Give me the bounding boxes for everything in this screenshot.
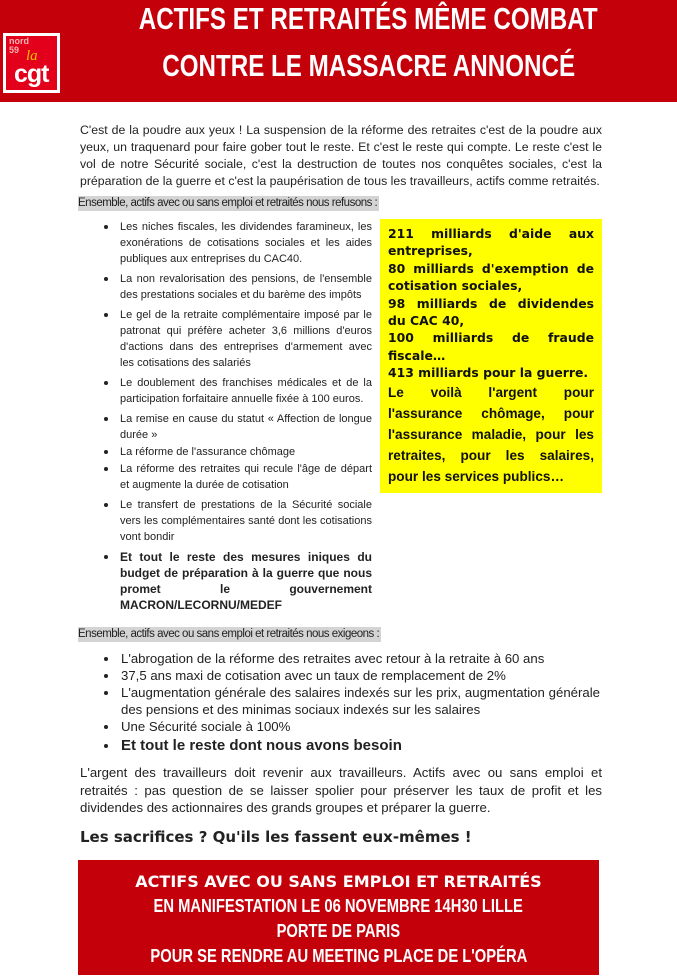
intro-line: traquenard pour faire gober tout le reste. Et c'est le reste qui compte. Le reste c'est le vol de notre Sécurité [80,140,602,171]
list-item: La réforme des retraites qui recule l'âge de départ et augmente la durée de cotisation [100,461,372,493]
list-item: L'augmentation générale des salaires indexés sur les prix, augmentation générale des pensions et des minimas sociaux indexés sur les salaires [100,684,600,718]
figure-line: 80 milliards d'exemption de cotisation sociales, [388,260,594,294]
intro-line: sociale, c'est la destruction de toutes nos conquêtes sociales, c'est la préparation de la guerre et c'est la [80,157,603,188]
refusons-heading: Ensemble, actifs avec ou sans emploi et retraités nous refusons : [78,197,378,209]
intro-line: C'est de la poudre aux yeux ! La suspension de la réforme des retraites c'est de la poudre aux yeux, un [80,123,602,154]
list-item: Le doublement des franchises médicales et de la participation forfaitaire annuelle fixée à 100 euros. [100,375,372,407]
intro-line: paupérisation de tous les travailleurs, actifs comme retraités. [269,174,600,188]
list-item: La réforme de l'assurance chômage [100,444,372,460]
slogan: Les sacrifices ? Qu'ils les fassent eux-mêmes ! [80,827,472,846]
list-item: L'abrogation de la réforme des retraites avec retour à la retraite à 60 ans [100,650,600,667]
list-item: La non revalorisation des pensions, de l'ensemble des prestations sociales et du barème des impôts [100,271,372,303]
cgt-logo [3,33,60,93]
exigeons-list [100,650,600,756]
list-item: La remise en cause du statut « Affection de longue durée » [100,411,372,443]
figures-conclusion: Le voilà l'argent pour l'assurance chômage, pour l'assurance maladie, pour les retraites, pour les salaires, pour les services publics… [388,384,594,484]
list-item: Et tout le reste des mesures iniques du budget de préparation à la guerre que nous promet le gouvernement MACRON/LECORNU/MEDEF [100,549,372,613]
refusons-row [80,219,602,617]
event-line-1: ACTIFS AVEC OU SANS EMPLOI ET RETRAITÉS [135,871,542,891]
figure-line: 413 milliards pour la guerre. [388,365,589,381]
event-line-4: POUR SE RENDRE AU MEETING PLACE DE L'OPÉRA [150,945,527,966]
refusons-list [100,219,372,617]
title-line-2: CONTRE LE MASSACRE ANNONCÉ [162,48,575,83]
event-banner [78,860,599,975]
intro-paragraph [80,122,602,190]
title-line-1: ACTIFS ET RETRAITÉS MÊME COMBAT [139,1,598,36]
closing-paragraph: L'argent des travailleurs doit revenir aux travailleurs. Actifs avec ou sans emploi et retraités : pas question de se laisser spolier pour préserver les taux de profit et les dividendes des actionnaires des grands groupes et préparer la guerre. [80,765,602,815]
exigeons-heading: Ensemble, actifs avec ou sans emploi et retraités nous exigeons : [78,628,380,640]
logo-brand: cgt [14,60,49,88]
figures-box [380,219,602,493]
logo-region: nord 59 [9,36,29,55]
header-banner [0,0,677,102]
list-item: Le transfert de prestations de la Sécurité sociale vers les complémentaires santé dont les cotisations vont bondir [100,497,372,545]
main-content [80,122,602,853]
list-item: Une Sécurité sociale à 100% [100,718,600,735]
list-item: Et tout le reste dont nous avons besoin [100,735,600,756]
figure-line: 100 milliards de fraude fiscale… [388,330,594,363]
event-line-3: PORTE DE PARIS [276,920,401,941]
list-item: 37,5 ans maxi de cotisation avec un taux de remplacement de 2% [100,667,600,684]
list-item: Le gel de la retraite complémentaire imposé par le patronat qui préfère acheter 3,6 millions d'euros d'actions dans des entreprises d'armement avec les cotisations des salariés [100,307,372,371]
logo-la: la [26,48,38,64]
figure-line: 211 milliards d'aide aux entreprises, [388,226,594,259]
list-item: Les niches fiscales, les dividendes faramineux, les exonérations de cotisations sociales et les aides publiques aux entreprises du CAC40. [100,219,372,267]
figure-line: 98 milliards de dividendes du CAC 40, [388,295,594,329]
event-line-2: EN MANIFESTATION LE 06 NOVEMBRE 14H30 LILLE [153,895,524,916]
